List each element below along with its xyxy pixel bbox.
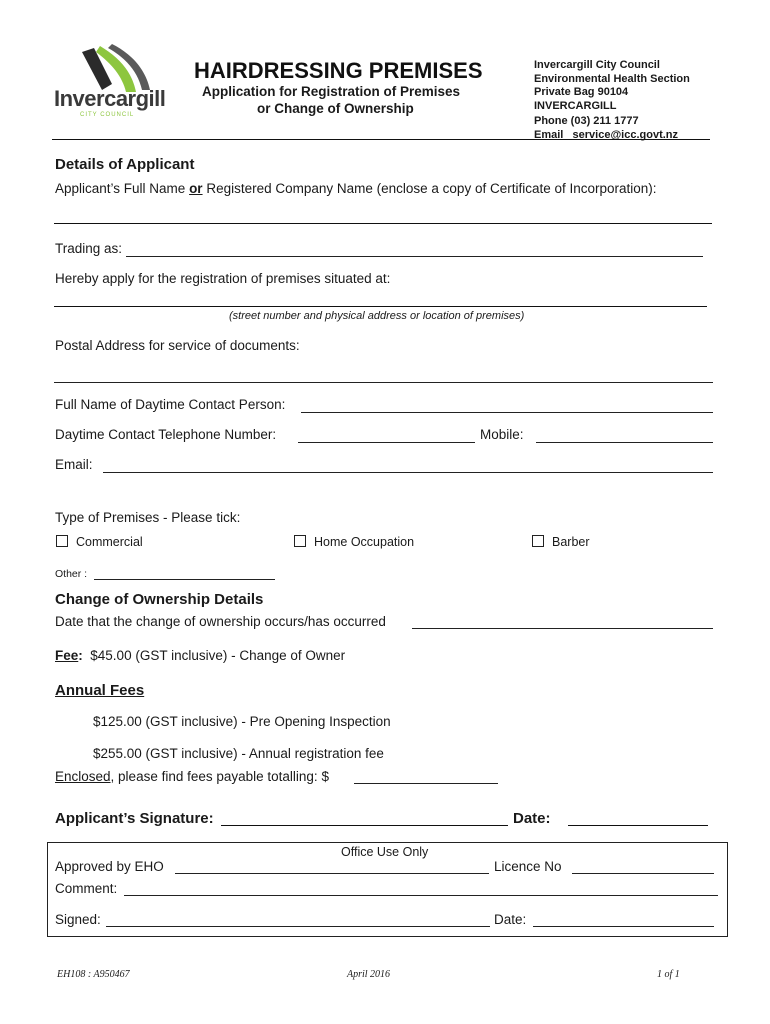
commercial-checkbox[interactable] [56,535,68,547]
contact-section: Environmental Health Section [534,72,690,85]
option-home-occupation[interactable] [294,535,414,549]
premises-label: Hereby apply for the registration of premises situated at: [55,271,391,286]
email-field[interactable] [103,472,713,473]
option-home-occupation-label: Home Occupation [314,535,415,549]
contact-email[interactable]: service@icc.govt.nz [572,128,679,141]
postal-field[interactable] [54,382,713,383]
section-heading-ownership: Change of Ownership Details [55,591,264,608]
applicant-name-label [55,181,657,196]
contact-person-label: Full Name of Daytime Contact Person: [55,397,286,412]
signature-date-label: Date: [513,810,551,827]
phone-field[interactable] [298,442,475,443]
enclosed-word: Enclosed [55,769,111,784]
home-occupation-checkbox[interactable] [294,535,306,547]
option-barber[interactable] [532,535,590,549]
name-label-or: or [189,181,203,196]
fee-row [55,648,345,663]
enclosed-rest: , please find fees payable totalling: $ [110,769,329,784]
logo-subtitle: CITY COUNCIL [80,112,135,118]
contact-council: Invercargill City Council [534,59,660,71]
mobile-label: Mobile: [480,427,524,442]
office-date-field[interactable] [533,926,714,927]
option-commercial[interactable] [56,535,143,549]
barber-checkbox[interactable] [532,535,544,547]
fee-label: Fee [55,648,79,663]
form-title: HAIRDRESSING PREMISES [194,58,483,83]
logo-name: Invercargill [54,86,166,111]
ownership-date-field[interactable] [412,628,713,629]
signature-date-field[interactable] [568,825,708,826]
ownership-date-label: Date that the change of ownership occurs/has occurred [55,614,386,629]
footer-code: EH108 : A950467 [57,969,130,980]
licence-label: Licence No [494,859,562,874]
comment-field[interactable] [124,895,718,896]
approved-label: Approved by EHO [55,859,164,874]
mobile-field[interactable] [536,442,713,443]
header-divider [52,139,710,140]
trading-field[interactable] [126,256,703,257]
signature-label: Applicant’s Signature: [55,810,214,827]
contact-city: INVERCARGILL [534,99,617,112]
approved-field[interactable] [175,873,489,874]
enclosed-row [55,769,329,784]
licence-field[interactable] [572,873,714,874]
annual-fee-item-1: $125.00 (GST inclusive) - Pre Opening Inspection [93,714,391,729]
form-subtitle-line1: Application for Registration of Premises [202,84,461,99]
fee-text: $45.00 (GST inclusive) - Change of Owner [90,648,346,663]
premises-hint: (street number and physical address or location of premises) [229,310,525,322]
option-commercial-label: Commercial [76,535,143,549]
phone-label: Daytime Contact Telephone Number: [55,427,277,442]
contact-email-label: Email [534,128,564,141]
option-barber-label: Barber [552,535,590,549]
postal-label: Postal Address for service of documents: [55,338,300,353]
applicant-name-field[interactable] [54,223,712,224]
premises-type-label: Type of Premises - Please tick: [55,510,241,525]
contact-block [534,59,690,142]
office-date-label: Date: [494,912,527,927]
email-label: Email: [55,457,93,472]
office-use-title: Office Use Only [341,845,429,859]
fee-colon: : [78,648,83,663]
section-heading-applicant: Details of Applicant [55,156,195,173]
other-label: Other : [55,568,88,580]
section-heading-annual-fees: Annual Fees [55,682,145,699]
annual-fee-item-2: $255.00 (GST inclusive) - Annual registration fee [93,746,384,761]
premises-field[interactable] [54,306,707,307]
comment-label: Comment: [55,881,118,896]
trading-label: Trading as: [55,241,123,256]
fees-total-field[interactable] [354,783,498,784]
contact-phone: Phone (03) 211 1777 [534,115,639,127]
name-label-suffix: Registered Company Name (enclose a copy of Certificate of Incorporation): [202,181,657,196]
council-logo [50,40,165,125]
signed-label: Signed: [55,912,101,927]
signature-field[interactable] [221,825,508,826]
contact-bag: Private Bag 90104 [534,86,629,98]
name-label-prefix: Applicant’s Full Name [55,181,190,196]
form-subtitle-line2: or Change of Ownership [257,101,414,116]
contact-person-field[interactable] [301,412,713,413]
footer-date: April 2016 [347,969,391,980]
footer-page: 1 of 1 [657,969,680,980]
signed-field[interactable] [106,926,490,927]
other-field[interactable] [94,579,275,580]
